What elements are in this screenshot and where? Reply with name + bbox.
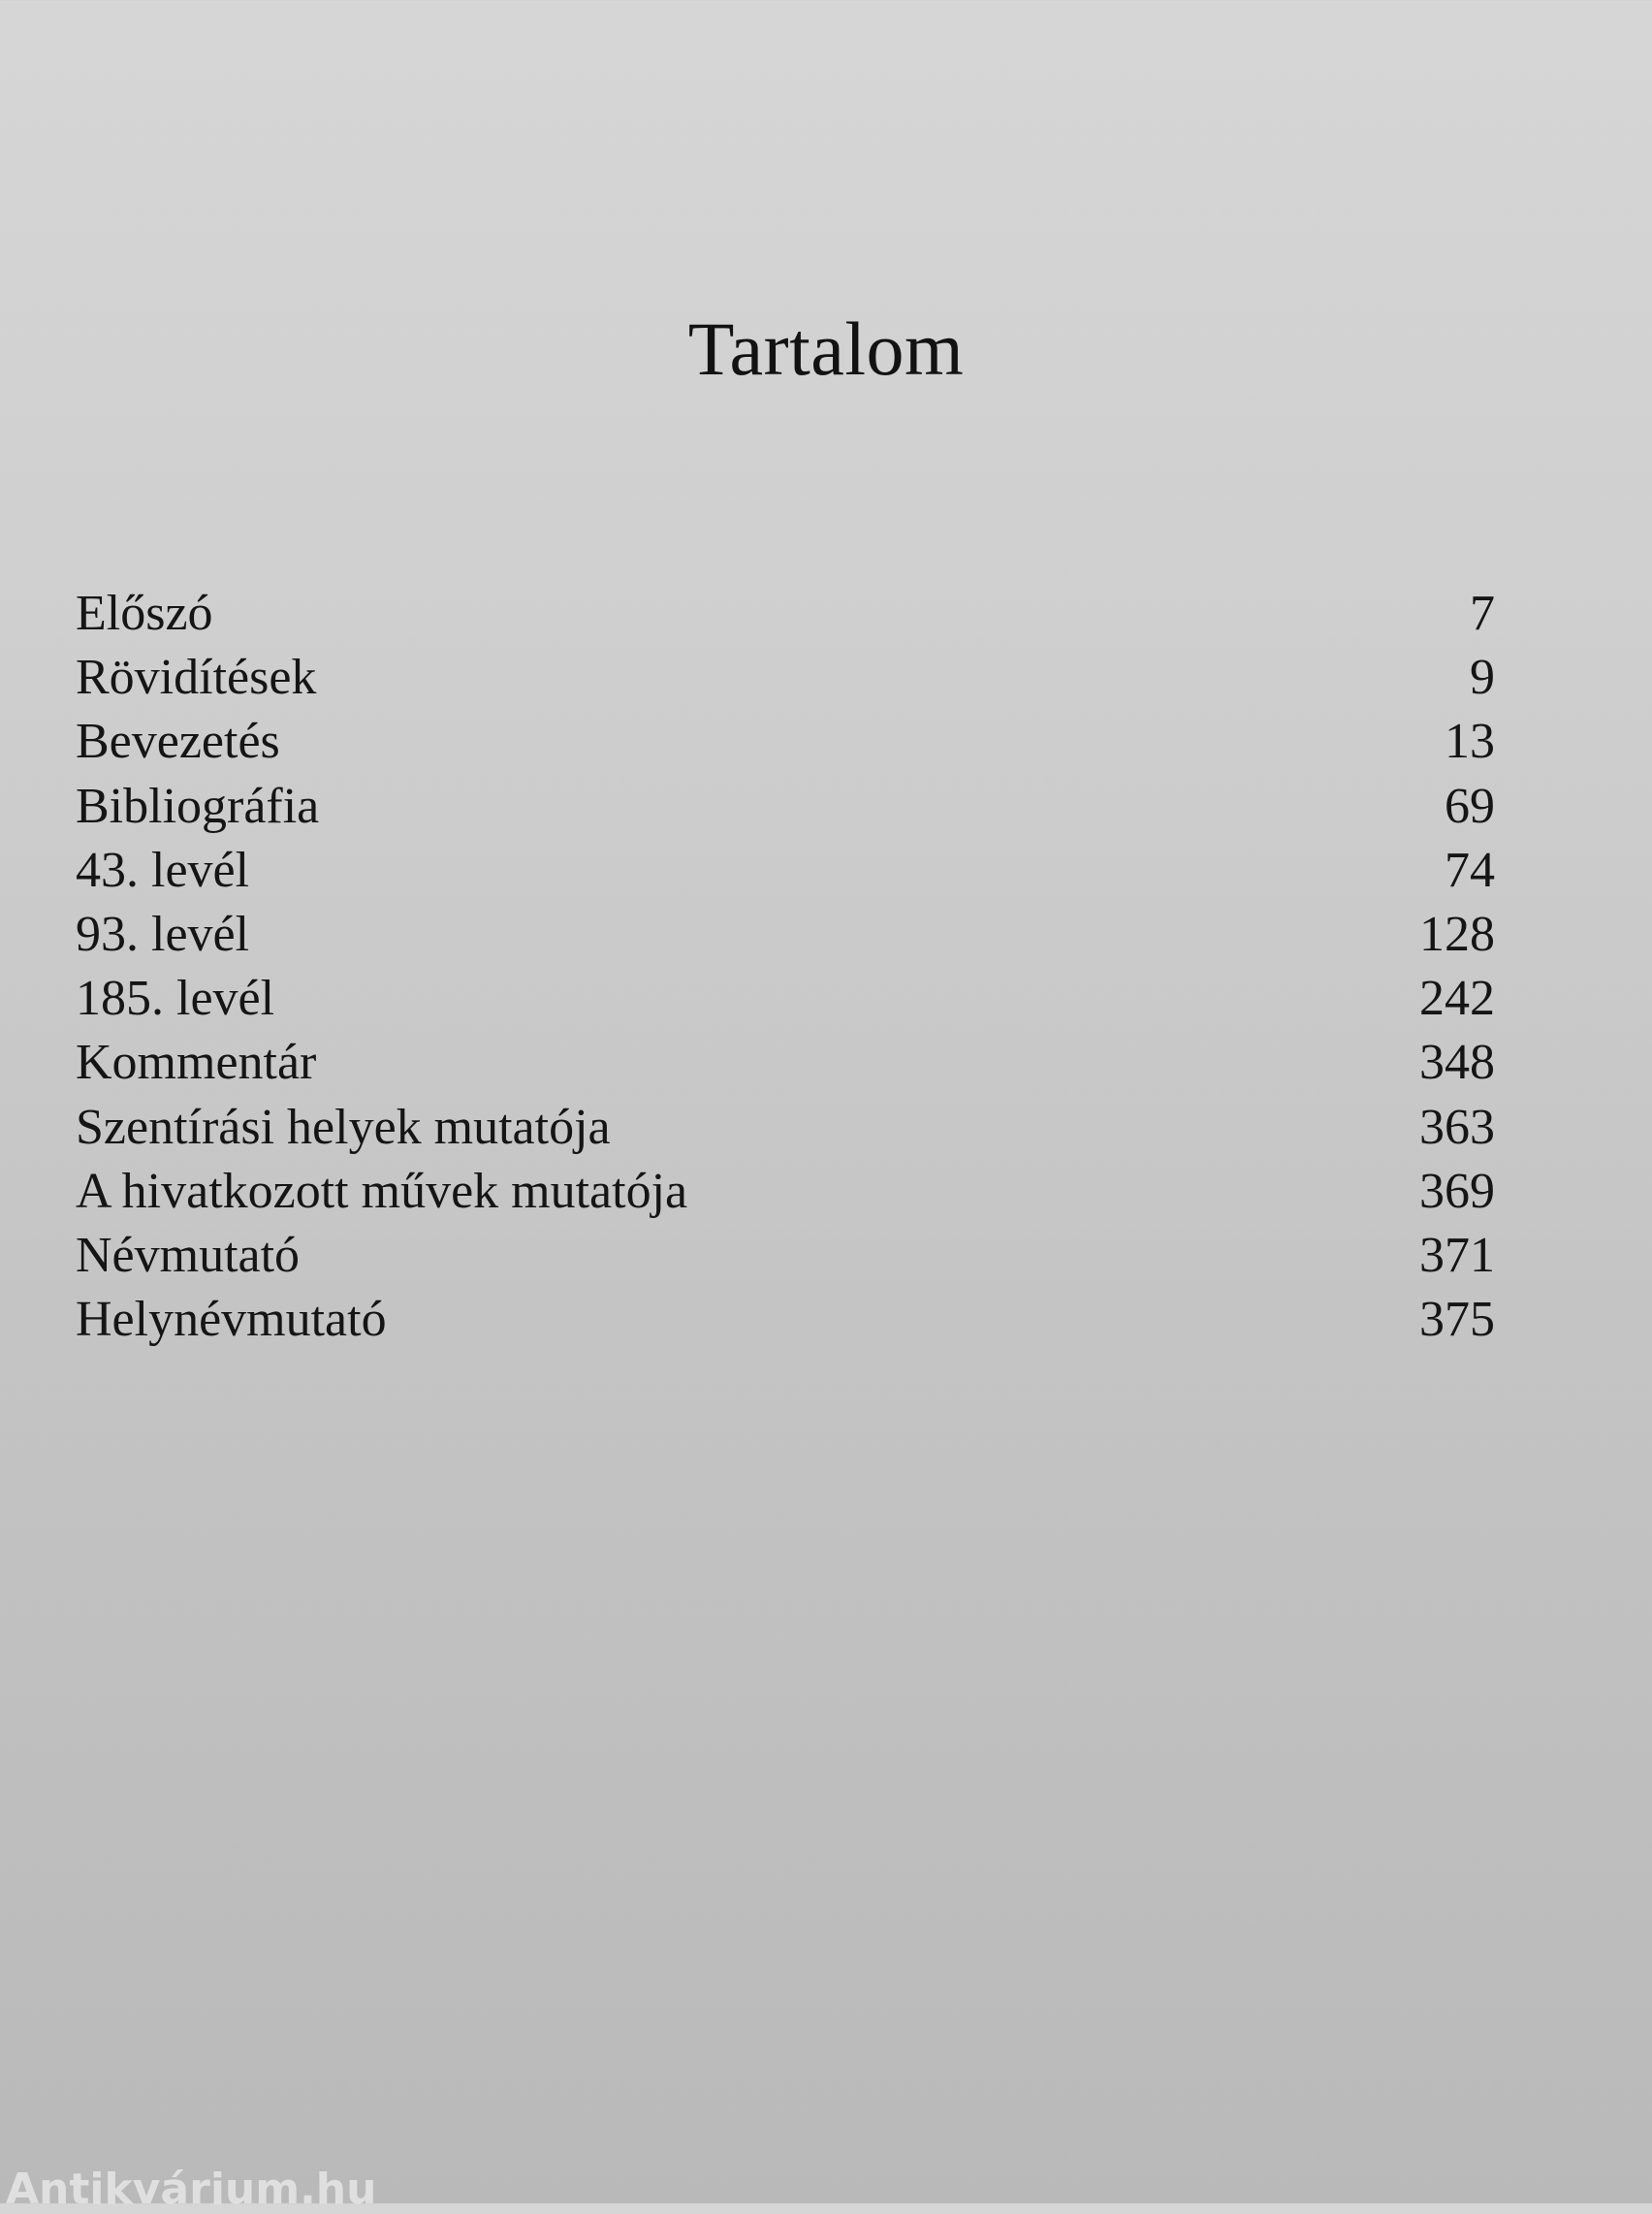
toc-entry — [76, 1288, 1495, 1352]
toc-entry-page: 375 — [1419, 1292, 1495, 1348]
toc-entry-label: Névmutató — [76, 1227, 301, 1283]
toc-entry — [76, 903, 1495, 967]
toc-entry — [76, 1096, 1495, 1160]
toc-entry-label: 185. levél — [76, 971, 275, 1027]
toc-entry — [76, 646, 1495, 710]
toc-entry-label: Szentírási helyek mutatója — [76, 1099, 611, 1155]
toc-entry-page: 74 — [1445, 842, 1495, 898]
toc-entry-page: 242 — [1419, 971, 1495, 1027]
toc-entry-label: Rövidítések — [76, 650, 317, 706]
toc-entry — [76, 1160, 1495, 1224]
toc-entry-label: Előszó — [76, 586, 213, 641]
toc-entry-page: 128 — [1419, 906, 1495, 962]
toc-entry-page: 13 — [1445, 714, 1495, 770]
toc-entry — [76, 1224, 1495, 1288]
toc-entry-label: Helynévmutató — [76, 1292, 387, 1348]
page-title: Tartalom — [687, 306, 965, 391]
toc-entry-label: Bibliográfia — [76, 778, 320, 834]
toc-entry-label: Bevezetés — [76, 714, 280, 770]
toc-entry — [76, 839, 1495, 903]
table-of-contents — [76, 582, 1495, 1352]
toc-entry — [76, 967, 1495, 1031]
toc-entry-label: 93. levél — [76, 906, 250, 962]
toc-entry-page: 69 — [1445, 778, 1495, 834]
toc-entry-page: 369 — [1419, 1163, 1495, 1219]
toc-entry-page: 9 — [1470, 650, 1495, 706]
toc-entry-label: 43. levél — [76, 842, 250, 898]
toc-entry — [76, 775, 1495, 839]
toc-entry-page: 363 — [1419, 1099, 1495, 1155]
toc-entry — [76, 582, 1495, 646]
toc-entry-page: 348 — [1419, 1035, 1495, 1091]
toc-entry-page: 371 — [1419, 1227, 1495, 1283]
toc-entry — [76, 1031, 1495, 1095]
toc-entry-page: 7 — [1470, 586, 1495, 641]
toc-entry-label: A hivatkozott művek mutatója — [76, 1163, 688, 1219]
toc-entry — [76, 710, 1495, 774]
watermark: Antikvárium.hu — [6, 2165, 377, 2214]
toc-entry-label: Kommentár — [76, 1035, 317, 1091]
